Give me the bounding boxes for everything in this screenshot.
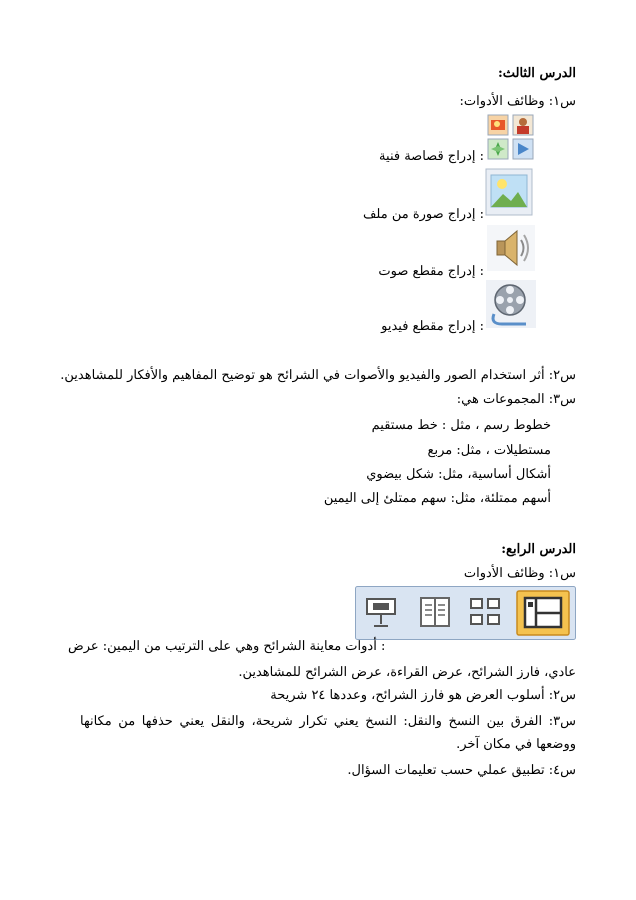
movie-reel-icon — [486, 280, 536, 328]
group-item: أسهم ممتلئة، مثل: سهم ممتلئ إلى اليمين — [323, 491, 551, 506]
clipart-icons — [487, 114, 535, 160]
tool-label-picture: : إدراج صورة من ملف — [362, 207, 484, 222]
lesson4-q3: س٣: الفرق بين النسخ والنقل: النسخ يعني تكرار شريحة، والنقل يعني حذفها من مكانها ووضعها في مكان آخر. — [80, 714, 576, 752]
sound-icon — [487, 225, 535, 271]
tool-label-video: : إدراج مقطع فيديو — [381, 319, 484, 334]
tool-label-clipart: : إدراج قصاصة فنية — [379, 149, 484, 164]
view-toolbar — [355, 586, 576, 640]
group-item: خطوط رسم ، مثل : خط مستقيم — [371, 418, 551, 433]
tool-label-sound: : إدراج مقطع صوت — [378, 264, 484, 279]
group-item: أشكال أساسية، مثل: شكل بيضوي — [366, 467, 551, 482]
views-text-2: عادي، فارز الشرائح، عرض القراءة، عرض الشرائح للمشاهدين. — [238, 665, 576, 680]
lesson4-title: الدرس الرابع: — [501, 542, 576, 557]
lesson4-q4: س٤: تطبيق عملي حسب تعليمات السؤال. — [347, 763, 576, 778]
lesson3-q1: س١: وظائف الأدوات: — [459, 94, 576, 109]
reading-view-icon — [421, 598, 449, 626]
views-text-1: : أدوات معاينة الشرائح وهي على الترتيب من اليمين: عرض — [68, 639, 386, 654]
lesson3-q3: س٣: المجموعات هي: — [456, 392, 576, 407]
lesson3-title: الدرس الثالث: — [497, 66, 576, 81]
group-item: مستطيلات ، مثل: مربع — [427, 443, 551, 458]
lesson3-q2: س٢: أثر استخدام الصور والفيديو والأصوات في الشرائح هو توضيح المفاهيم والأفكار للمشاهدين. — [60, 368, 576, 383]
lesson4-q1: س١: وظائف الأدوات — [463, 566, 576, 581]
normal-view-icon — [517, 591, 569, 635]
picture-from-file-icon — [485, 168, 533, 216]
lesson4-q2: س٢: أسلوب العرض هو فارز الشرائح، وعددها ٢٤ شريحة — [270, 688, 576, 703]
